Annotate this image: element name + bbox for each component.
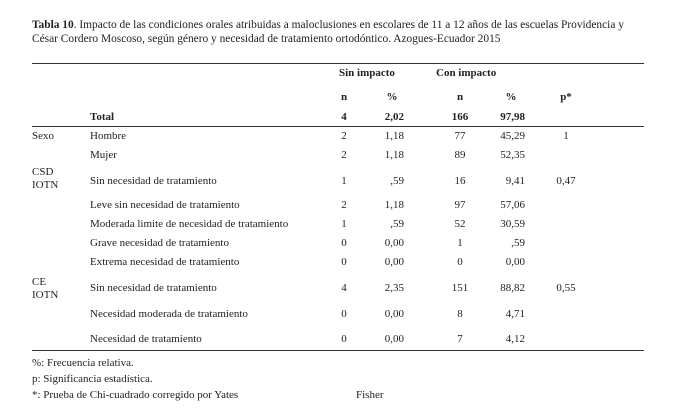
table-label: Tabla 10	[32, 19, 74, 31]
cell-pct-sin: 0,00	[384, 256, 404, 268]
row-label: Moderada limite de necesidad de tratamiento	[90, 218, 289, 230]
cell-n-con: 97	[454, 199, 466, 211]
cell-n-sin: 0	[341, 237, 347, 249]
row-label: Necesidad moderada de tratamiento	[90, 308, 248, 320]
cell-n-con: 52	[454, 218, 466, 230]
header-pct-sin: %	[386, 91, 398, 103]
cell-pct-con: ,59	[511, 237, 525, 249]
cell-pct-con: 88,82	[500, 282, 525, 294]
cell-n-con: 1	[457, 237, 463, 249]
cell-n-sin: 0	[341, 256, 347, 268]
cell-pct-sin: 1,18	[384, 130, 404, 142]
note-frecuencia: %: Frecuencia relativa.	[32, 357, 134, 369]
cell-pct-sin: 0,00	[384, 308, 404, 320]
cell-n-sin: 0	[341, 308, 347, 320]
group-label: Sexo	[32, 130, 54, 142]
cell-n-sin: 1	[341, 175, 347, 187]
row-label: Leve sin necesidad de tratamiento	[90, 199, 240, 211]
cell-p-value: 1	[563, 130, 569, 142]
row-label: Sin necesidad de tratamiento	[90, 282, 217, 294]
cell-n-con: 0	[457, 256, 463, 268]
caption-text: . Impacto de las condiciones orales atribuidas a maloclusiones en escolares de 11 a 12 años de las escuelas Providencia y César Cordero Moscoso, según género y necesidad de tratamiento ortodóntico. Azogues-Ecuador 2015	[32, 19, 624, 45]
cell-n-sin: 0	[341, 333, 347, 345]
cell-p-value: 0,55	[556, 282, 576, 294]
cell-n-con: 7	[457, 333, 463, 345]
cell-pct-sin: 0,00	[384, 333, 404, 345]
row-label: Sin necesidad de tratamiento	[90, 175, 217, 187]
cell-pct-sin: 0,00	[384, 237, 404, 249]
total-n-sin: 4	[341, 111, 347, 123]
header-pct-con: %	[505, 91, 517, 103]
total-pct-con: 97,98	[500, 111, 525, 123]
bottom-rule	[32, 350, 644, 351]
header-n-sin: n	[340, 91, 348, 103]
cell-n-con: 77	[454, 130, 466, 142]
cell-pct-sin: 1,18	[384, 149, 404, 161]
cell-n-sin: 2	[341, 130, 347, 142]
cell-pct-sin: 2,35	[384, 282, 404, 294]
cell-pct-con: 30,59	[500, 218, 525, 230]
cell-pct-sin: 1,18	[384, 199, 404, 211]
cell-n-con: 151	[451, 282, 469, 294]
header-p: p*	[560, 91, 572, 103]
header-n-con: n	[456, 91, 464, 103]
cell-pct-con: 9,41	[505, 175, 525, 187]
cell-pct-con: 45,29	[500, 130, 525, 142]
total-label: Total	[90, 111, 115, 123]
cell-n-con: 8	[457, 308, 463, 320]
cell-n-sin: 2	[341, 149, 347, 161]
row-label: Necesidad de tratamiento	[90, 333, 202, 345]
total-n-con: 166	[451, 111, 469, 123]
row-label: Extrema necesidad de tratamiento	[90, 256, 240, 268]
group-label: CSD IOTN	[32, 166, 59, 191]
cell-p-value: 0,47	[556, 175, 576, 187]
cell-n-sin: 1	[341, 218, 347, 230]
group-label: CE IOTN	[32, 276, 59, 301]
note-prueba: *: Prueba de Chi-cuadrado corregido por Yates	[32, 389, 239, 401]
cell-pct-con: 0,00	[505, 256, 525, 268]
cell-pct-con: 52,35	[500, 149, 525, 161]
table-caption	[32, 18, 652, 46]
note-significancia: p: Significancia estadística.	[32, 373, 153, 385]
cell-n-con: 16	[454, 175, 466, 187]
header-con-impacto: Con impacto	[436, 67, 497, 79]
cell-pct-con: 57,06	[500, 199, 525, 211]
note-fisher: Fisher	[356, 389, 384, 401]
cell-n-sin: 4	[341, 282, 347, 294]
top-rule	[32, 63, 644, 64]
cell-n-con: 89	[454, 149, 466, 161]
header-sin-impacto: Sin impacto	[339, 67, 395, 79]
total-pct-sin: 2,02	[384, 111, 404, 123]
cell-pct-con: 4,71	[505, 308, 525, 320]
cell-pct-con: 4,12	[505, 333, 525, 345]
row-label: Mujer	[90, 149, 117, 161]
header-rule	[32, 126, 644, 127]
cell-pct-sin: ,59	[390, 175, 404, 187]
row-label: Hombre	[90, 130, 127, 142]
cell-n-sin: 2	[341, 199, 347, 211]
cell-pct-sin: ,59	[390, 218, 404, 230]
row-label: Grave necesidad de tratamiento	[90, 237, 229, 249]
